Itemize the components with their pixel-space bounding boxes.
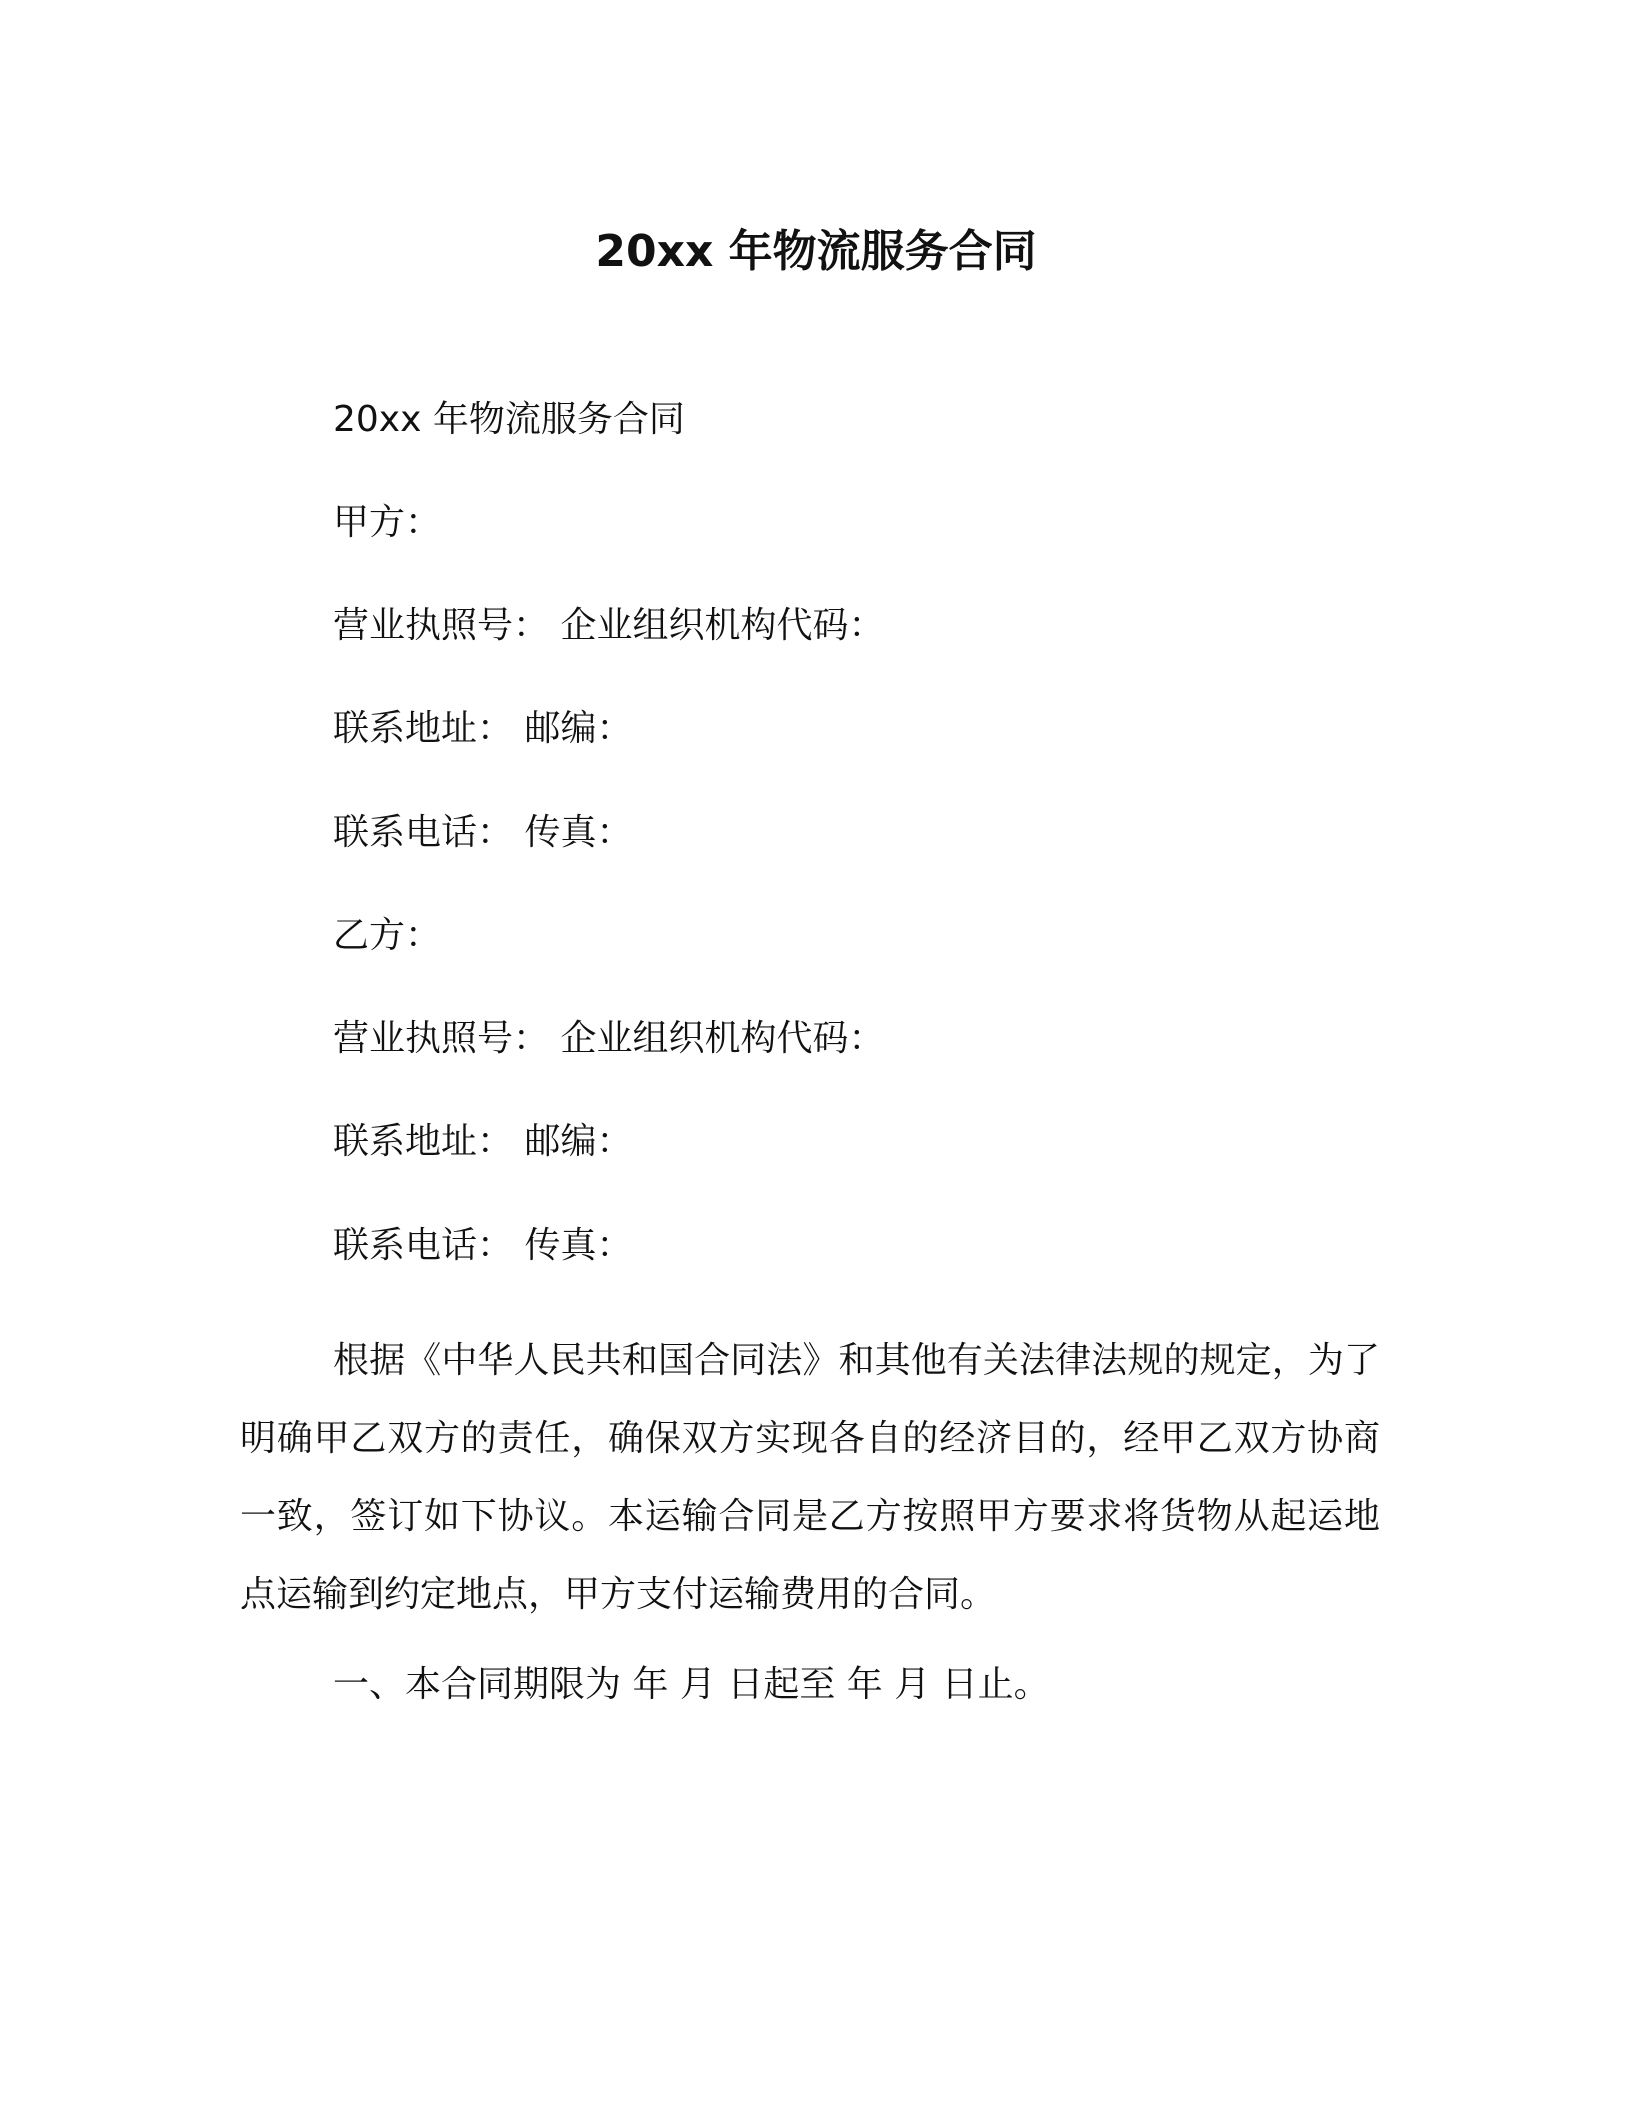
party-b-address-line: 联系地址： 邮编： xyxy=(333,1121,633,1162)
party-a-label: 甲方： xyxy=(333,502,442,543)
party-a-phone-line: 联系电话： 传真： xyxy=(333,812,633,853)
party-b-phone-line: 联系电话： 传真： xyxy=(333,1225,633,1266)
clause-1: 一、本合同期限为 年 月 日起至 年 月 日止。 xyxy=(333,1664,1050,1705)
intro-paragraph: 根据《中华人民共和国合同法》和其他有关法律法规的规定，为了明确甲乙双方的责任，确保双方实现各自的经济目的，经甲乙双方协商一致，签订如下协议。本运输合同是乙方按照甲方要求将货物从起运地点运输到约定地点，甲方支付运输费用的合同。 xyxy=(240,1340,1380,1615)
party-b-label: 乙方： xyxy=(333,915,442,956)
document-title: 20xx 年物流服务合同 xyxy=(595,226,1037,277)
party-a-license-line: 营业执照号： 企业组织机构代码： xyxy=(333,605,885,646)
party-a-address-line: 联系地址： 邮编： xyxy=(333,708,633,749)
party-b-license-line: 营业执照号： 企业组织机构代码： xyxy=(333,1018,885,1059)
document-subtitle: 20xx 年物流服务合同 xyxy=(333,399,685,440)
